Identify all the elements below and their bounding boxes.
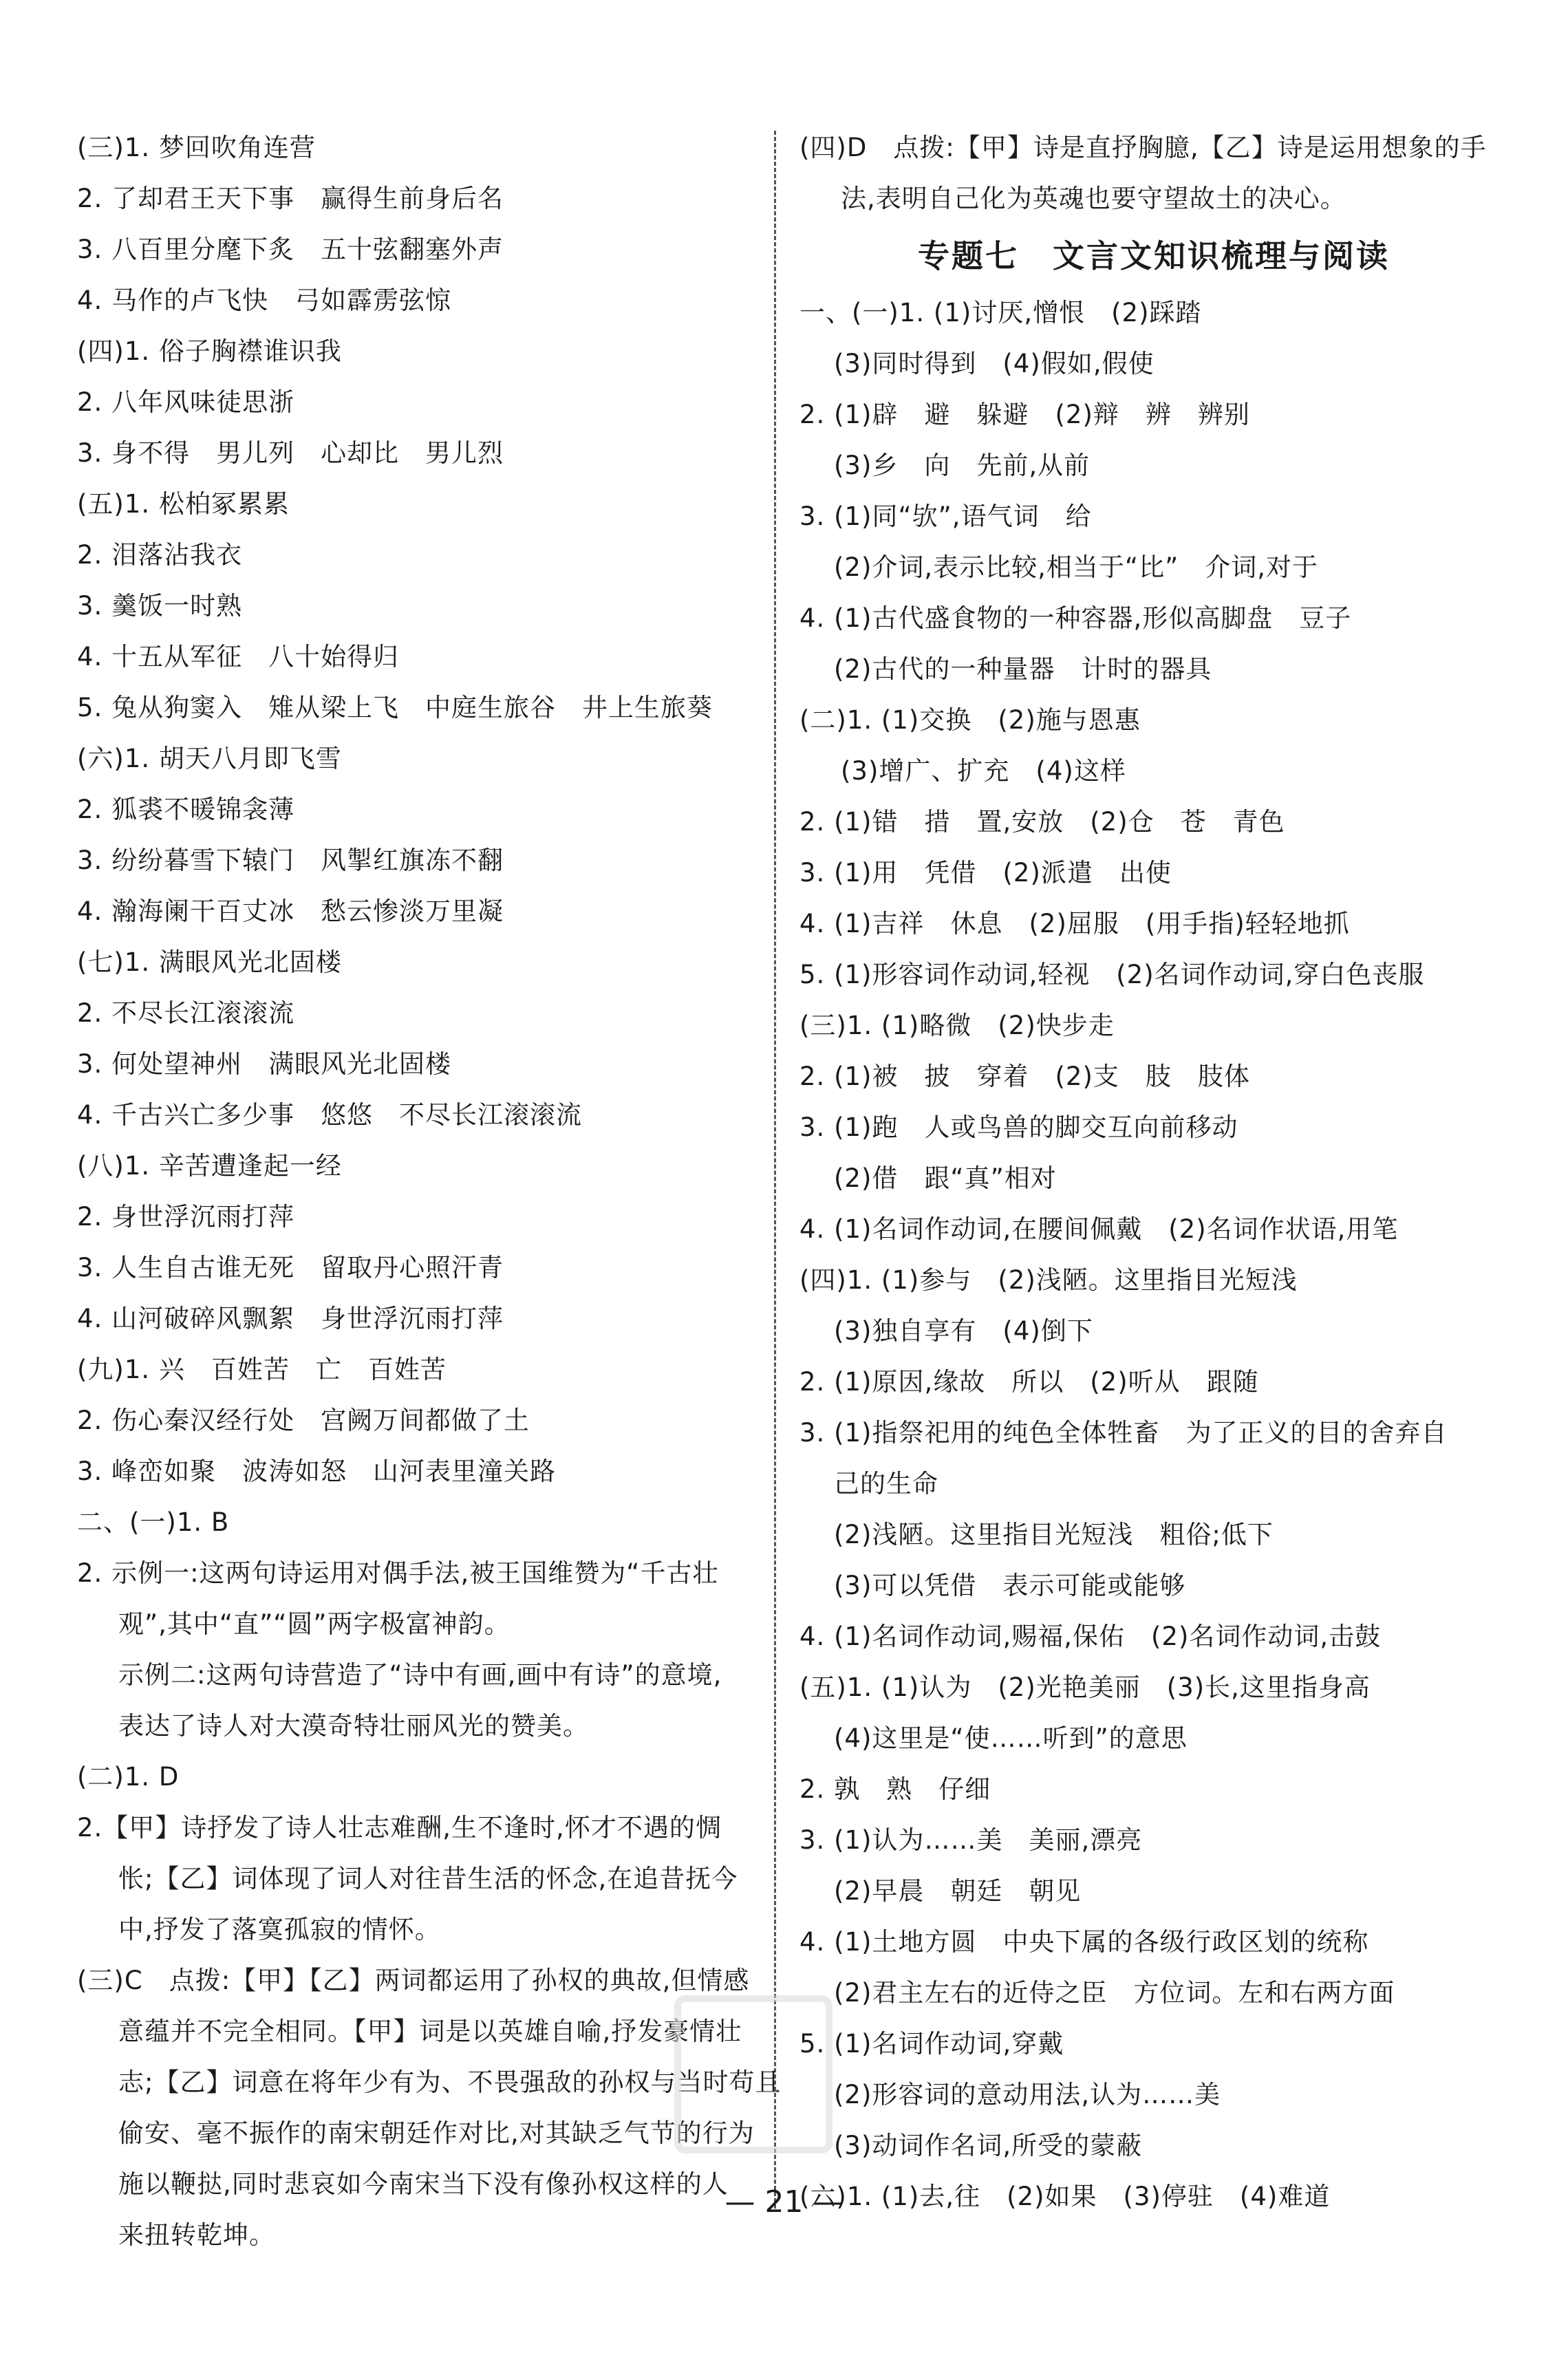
answer-line: 3. 人生自古谁无死 留取丹心照汗青 (77, 1253, 504, 1282)
answer-line: 3. 纷纷暮雪下辕门 风掣红旗冻不翻 (77, 846, 504, 875)
answer-line: 3. 八百里分麾下炙 五十弦翻塞外声 (77, 235, 504, 264)
answer-line: (八)1. 辛苦遭逢起一经 (77, 1151, 342, 1181)
answer-line: (3)独自享有 (4)倒下 (834, 1316, 1093, 1346)
answer-line: 4. (1)名词作动词,赐福,保佑 (2)名词作动词,击鼓 (799, 1622, 1382, 1651)
answer-line: (3)增广、扩充 (4)这样 (841, 756, 1126, 786)
answer-line: (3)同时得到 (4)假如,假使 (834, 349, 1154, 378)
answer-line: (2)浅陋。这里指目光短浅 粗俗;低下 (834, 1520, 1274, 1549)
answer-line: 志;【乙】词意在将年少有为、不畏强敌的孙权与当时苟且 (118, 2067, 782, 2097)
answer-line: (3)可以凭借 表示可能或能够 (834, 1571, 1186, 1600)
answer-line: 2. 伤心秦汉经行处 宫阙万间都做了土 (77, 1406, 530, 1435)
answer-line: 2. 狐裘不暖锦衾薄 (77, 795, 295, 824)
answer-line: 二、(一)1. B (77, 1507, 230, 1537)
answer-line: 施以鞭挞,同时悲哀如今南宋当下没有像孙权这样的人 (118, 2169, 729, 2199)
left-column (77, 122, 782, 2261)
answer-line: 4. 千古兴亡多少事 悠悠 不尽长江滚滚流 (77, 1100, 583, 1130)
answer-line: 4. 十五从军征 八十始得归 (77, 642, 400, 671)
answer-line: 意蕴并不完全相同。【甲】词是以英雄自喻,抒发豪情壮 (118, 2017, 742, 2046)
answer-line: 4. (1)古代盛食物的一种容器,形似高脚盘 豆子 (799, 603, 1352, 633)
answer-line: 3. 峰峦如聚 波涛如怒 山河表里潼关路 (77, 1457, 557, 1486)
answer-line: (4)这里是“使……听到”的意思 (834, 1723, 1188, 1753)
answer-line: 一、(一)1. (1)讨厌,憎恨 (2)踩踏 (799, 298, 1202, 327)
answer-line: (九)1. 兴 百姓苦 亡 百姓苦 (77, 1355, 447, 1384)
answer-line: 3. (1)同“欤”,语气词 给 (799, 502, 1092, 531)
answer-line: (六)1. (1)去,往 (2)如果 (3)停驻 (4)难道 (799, 2182, 1331, 2211)
answer-line: 2. (1)被 披 穿着 (2)支 肢 肢体 (799, 1062, 1250, 1091)
answer-line: 2.【甲】诗抒发了诗人壮志难酬,生不逢时,怀才不遇的惆 (77, 1813, 722, 1842)
answer-line: 表达了诗人对大漠奇特壮丽风光的赞美。 (118, 1711, 589, 1741)
answer-line: (五)1. 松柏冢累累 (77, 489, 290, 519)
answer-line: 4. (1)吉祥 休息 (2)屈服 (用手指)轻轻地抓 (799, 909, 1350, 938)
answer-line: 偷安、毫不振作的南宋朝廷作对比,对其缺乏气节的行为 (118, 2118, 755, 2148)
answer-line: 3. (1)指祭祀用的纯色全体牲畜 为了正义的目的舍弃自 (799, 1418, 1448, 1448)
answer-line: 5. 兔从狗窦入 雉从梁上飞 中庭生旅谷 井上生旅葵 (77, 693, 713, 722)
answer-line: (2)介词,表示比较,相当于“比” 介词,对于 (834, 552, 1319, 582)
watermark-seal (674, 1995, 833, 2153)
answer-line: (3)乡 向 先前,从前 (834, 451, 1091, 480)
answer-line: 3. 何处望神州 满眼风光北固楼 (77, 1049, 452, 1079)
right-top-answers (799, 122, 1508, 224)
answer-line: (2)君主左右的近侍之臣 方位词。左和右两方面 (834, 1978, 1395, 2008)
answer-line: 3. 身不得 男儿列 心却比 男儿烈 (77, 438, 504, 468)
answer-line: 2. 示例一:这两句诗运用对偶手法,被王国维赞为“千古壮 (77, 1558, 719, 1588)
answer-line: 己的生命 (834, 1469, 938, 1498)
answer-line: (五)1. (1)认为 (2)光艳美丽 (3)长,这里指身高 (799, 1673, 1371, 1702)
column-divider (774, 131, 776, 2209)
answer-line: 2. 八年风味徒思浙 (77, 387, 295, 417)
answer-line: (七)1. 满眼风光北固楼 (77, 947, 342, 977)
answer-line: (二)1. (1)交换 (2)施与恩惠 (799, 705, 1141, 735)
answer-line: 示例二:这两句诗营造了“诗中有画,画中有诗”的意境, (118, 1660, 722, 1690)
answer-line: 5. (1)名词作动词,穿戴 (799, 2029, 1064, 2059)
answer-line: 怅;【乙】词体现了词人对往昔生活的怀念,在追昔抚今 (118, 1864, 738, 1893)
right-main-answers (799, 288, 1508, 2222)
answer-line: 中,抒发了落寞孤寂的情怀。 (118, 1915, 441, 1944)
answer-line: (三)C 点拨:【甲】【乙】两词都运用了孙权的典故,但情感 (77, 1966, 750, 1995)
answer-line: 3. 羹饭一时熟 (77, 591, 243, 621)
answer-line: 3. (1)用 凭借 (2)派遣 出使 (799, 858, 1172, 888)
answer-line: 2. (1)辟 避 躲避 (2)辩 辨 辨别 (799, 400, 1250, 429)
answer-line: 5. (1)形容词作动词,轻视 (2)名词作动词,穿白色丧服 (799, 960, 1425, 989)
answer-line: (六)1. 胡天八月即飞雪 (77, 744, 342, 773)
answer-line: 2. (1)原因,缘故 所以 (2)听从 跟随 (799, 1367, 1259, 1397)
answer-line: (2)形容词的意动用法,认为……美 (834, 2080, 1221, 2109)
answer-line: (四)1. (1)参与 (2)浅陋。这里指目光短浅 (799, 1265, 1298, 1295)
answer-line: (四)1. 俗子胸襟谁识我 (77, 336, 342, 366)
answer-line: 2. 身世浮沉雨打萍 (77, 1202, 295, 1232)
answer-line: (四)D 点拨:【甲】诗是直抒胸臆,【乙】诗是运用想象的手 (799, 133, 1487, 162)
answer-line: 3. (1)认为……美 美丽,漂亮 (799, 1825, 1143, 1855)
answer-line: 法,表明自己化为英魂也要守望故土的决心。 (841, 184, 1346, 213)
answer-line: 4. (1)土地方圆 中央下属的各级行政区划的统称 (799, 1927, 1369, 1957)
section-title: 专题七 文言文知识梳理与阅读 (918, 237, 1390, 275)
answer-line: 2. 泪落沾我衣 (77, 540, 243, 570)
answer-line: 2. (1)错 措 置,安放 (2)仓 苍 青色 (799, 807, 1285, 837)
answer-line: (2)借 跟“真”相对 (834, 1163, 1057, 1193)
right-column (799, 122, 1508, 2222)
page-number: — 21 — (724, 2184, 844, 2220)
answer-line: (二)1. D (77, 1762, 180, 1792)
answer-line: 2. 了却君王天下事 赢得生前身后名 (77, 184, 504, 213)
answer-line: (三)1. (1)略微 (2)快步走 (799, 1011, 1115, 1040)
answer-line: 2. 孰 熟 仔细 (799, 1774, 991, 1804)
answer-line: (3)动词作名词,所受的蒙蔽 (834, 2131, 1143, 2160)
answer-line: 观”,其中“直”“圆”两字极富神韵。 (118, 1609, 511, 1639)
answer-line: (2)古代的一种量器 计时的器具 (834, 654, 1212, 684)
answer-line: 4. 瀚海阑干百丈冰 愁云惨淡万里凝 (77, 896, 504, 926)
answer-line: 4. (1)名词作动词,在腰间佩戴 (2)名词作状语,用笔 (799, 1214, 1399, 1244)
answer-line: (三)1. 梦回吹角连营 (77, 133, 316, 162)
answer-line: (2)早晨 朝廷 朝见 (834, 1876, 1082, 1906)
answer-line: 来扭转乾坤。 (118, 2220, 275, 2250)
answer-line: 3. (1)跑 人或鸟兽的脚交互向前移动 (799, 1113, 1238, 1142)
answer-line: 4. 马作的卢飞快 弓如霹雳弦惊 (77, 286, 452, 315)
answer-line: 2. 不尽长江滚滚流 (77, 998, 295, 1028)
answer-line: 4. 山河破碎风飘絮 身世浮沉雨打萍 (77, 1304, 504, 1333)
